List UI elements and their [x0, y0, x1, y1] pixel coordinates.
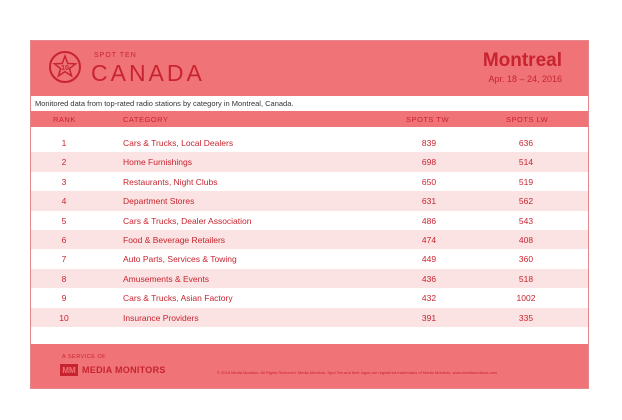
spots-tw-cell: 391 — [421, 312, 437, 323]
rank-cell: 7 — [61, 254, 67, 265]
city-title: Montreal — [482, 50, 562, 71]
rank-cell: 4 — [61, 196, 67, 207]
date-range: Apr. 18 – 24, 2016 — [488, 74, 562, 84]
category-cell: Cars & Trucks, Asian Factory — [123, 293, 233, 304]
spots-tw-cell: 432 — [421, 293, 437, 304]
spots-tw-cell: 631 — [421, 196, 437, 207]
category-cell: Restaurants, Night Clubs — [123, 176, 218, 187]
category-cell: Cars & Trucks, Dealer Association — [123, 215, 252, 226]
footer-band — [31, 344, 588, 388]
table-row — [31, 249, 588, 268]
spots-tw-cell: 650 — [421, 176, 437, 187]
star-icon — [51, 53, 79, 81]
spots-lw-cell: 360 — [518, 254, 534, 265]
category-cell: Auto Parts, Services & Towing — [123, 254, 237, 265]
spots-tw-cell: 839 — [421, 138, 437, 148]
spots-lw-cell: 408 — [518, 234, 534, 245]
table-row — [31, 152, 588, 171]
spots-lw-cell: 562 — [518, 196, 534, 207]
spot-ten-badge — [49, 51, 81, 83]
table-row — [31, 191, 588, 210]
spots-tw-cell: 474 — [421, 234, 437, 245]
spots-tw-cell: 486 — [421, 215, 437, 226]
rank-cell: 8 — [61, 273, 67, 284]
column-spots-tw: SPOTS TW — [406, 115, 450, 124]
category-cell: Home Furnishings — [123, 157, 192, 168]
table-row — [31, 133, 588, 152]
table-row — [31, 269, 588, 288]
rank-cell: 9 — [61, 293, 67, 304]
rank-cell: 2 — [61, 157, 67, 168]
service-label: A SERVICE OF — [62, 354, 107, 360]
media-monitors-logo-icon — [60, 364, 78, 376]
header-band — [31, 41, 588, 96]
spots-lw-cell: 518 — [518, 273, 534, 284]
spots-lw-cell: 519 — [518, 176, 534, 187]
table-body — [31, 133, 588, 327]
category-cell: Insurance Providers — [123, 312, 199, 323]
copyright-text: © 2016 Media Monitors. All Rights Reserved. Media Monitors, Spot Ten and their logos are registered trademarks of Media Monitors. www.mediamonitors.com — [217, 370, 497, 375]
category-cell: Cars & Trucks, Local Dealers — [123, 138, 234, 148]
column-category: CATEGORY — [123, 115, 169, 124]
rank-cell: 1 — [61, 138, 67, 148]
report-card — [30, 40, 589, 389]
badge-number: 10 — [61, 65, 69, 72]
spots-tw-cell: 449 — [421, 254, 437, 265]
spots-tw-cell: 436 — [421, 273, 437, 284]
logo-letters: MM — [62, 366, 76, 375]
rank-cell: 6 — [61, 234, 67, 245]
rank-cell: 3 — [61, 176, 67, 187]
table-row — [31, 308, 588, 327]
spots-lw-cell: 636 — [518, 138, 534, 148]
column-rank: RANK — [53, 115, 76, 124]
spots-lw-cell: 514 — [518, 157, 534, 168]
category-cell: Food & Beverage Retailers — [123, 234, 226, 245]
brand-title: CANADA — [91, 60, 205, 86]
table-row — [31, 211, 588, 230]
report-description: Monitored data from top-rated radio stations by category in Montreal, Canada. — [31, 96, 588, 111]
category-cell: Department Stores — [123, 196, 195, 207]
company-name: MEDIA MONITORS — [82, 365, 166, 375]
rank-cell: 10 — [59, 312, 69, 323]
category-cell: Amusements & Events — [123, 273, 209, 284]
spots-lw-cell: 1002 — [516, 293, 536, 304]
spots-lw-cell: 335 — [518, 312, 534, 323]
table-header — [31, 111, 588, 127]
table-row — [31, 230, 588, 249]
table-row — [31, 288, 588, 307]
spots-tw-cell: 698 — [421, 157, 437, 168]
column-spots-lw: SPOTS LW — [506, 115, 549, 124]
spots-lw-cell: 543 — [518, 215, 534, 226]
table-row — [31, 172, 588, 191]
rank-cell: 5 — [61, 215, 67, 226]
brand-subtitle: SPOT TEN — [94, 52, 137, 59]
